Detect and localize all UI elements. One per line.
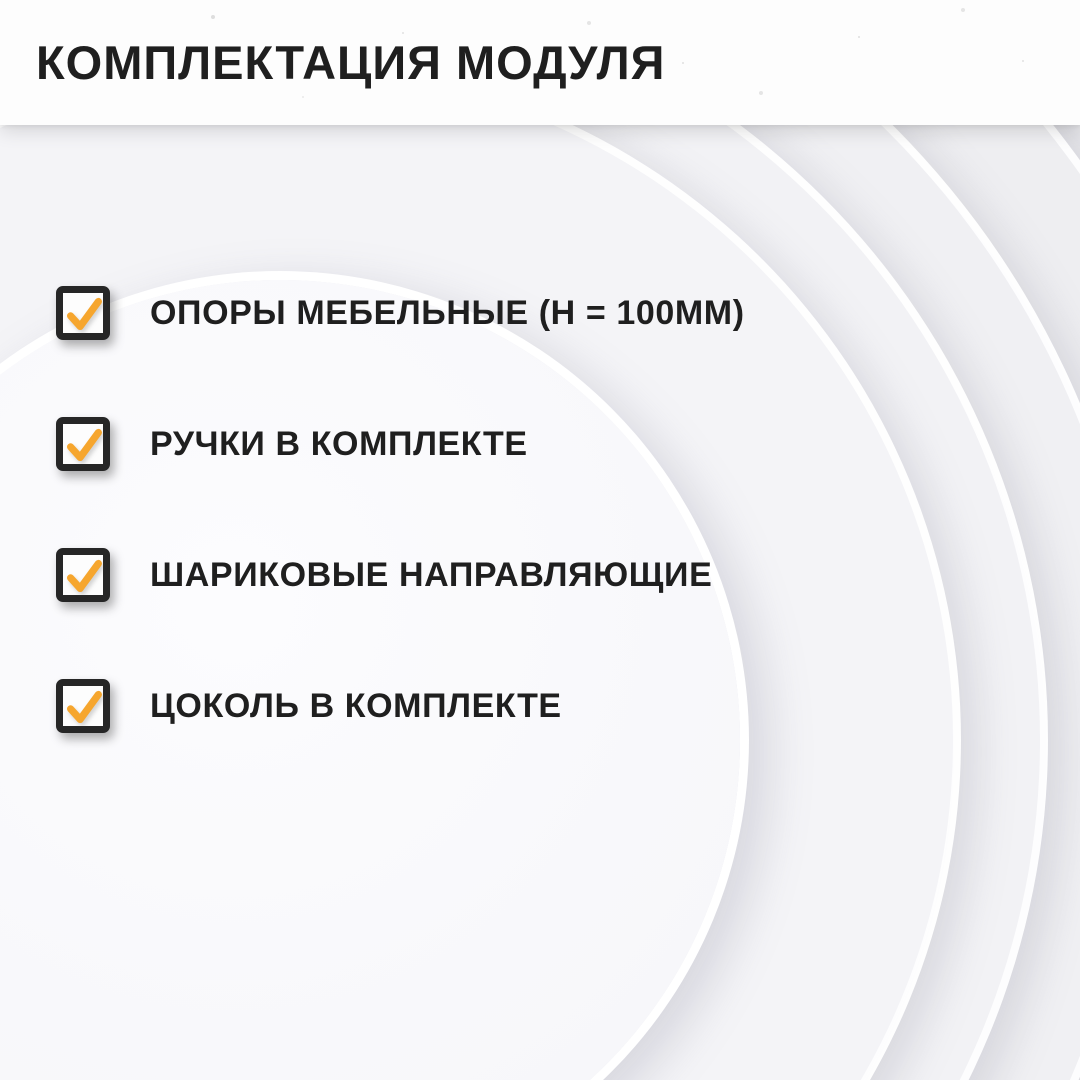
checkbox-checked-icon <box>61 421 107 467</box>
checklist-item <box>56 548 745 602</box>
page-title: КОМПЛЕКТАЦИЯ МОДУЛЯ <box>36 36 666 89</box>
checkbox-checked-icon <box>61 290 107 336</box>
checkbox-checked[interactable] <box>56 548 110 602</box>
checklist-item-label: ОПОРЫ МЕБЕЛЬНЫЕ (Н = 100ММ) <box>150 293 745 332</box>
checkbox-checked-icon <box>61 552 107 598</box>
noise-speckles <box>0 0 2 2</box>
checkbox-checked[interactable] <box>56 286 110 340</box>
checklist-item-label: ШАРИКОВЫЕ НАПРАВЛЯЮЩИЕ <box>150 555 713 594</box>
checklist-item-label: РУЧКИ В КОМПЛЕКТЕ <box>150 424 528 463</box>
checklist <box>56 286 745 810</box>
checkbox-checked[interactable] <box>56 417 110 471</box>
checkbox-checked[interactable] <box>56 679 110 733</box>
header-bar <box>0 0 1080 125</box>
checklist-item-label: ЦОКОЛЬ В КОМПЛЕКТЕ <box>150 686 562 725</box>
checklist-item <box>56 679 745 733</box>
checkbox-checked-icon <box>61 683 107 729</box>
checklist-item <box>56 417 745 471</box>
checklist-item <box>56 286 745 340</box>
